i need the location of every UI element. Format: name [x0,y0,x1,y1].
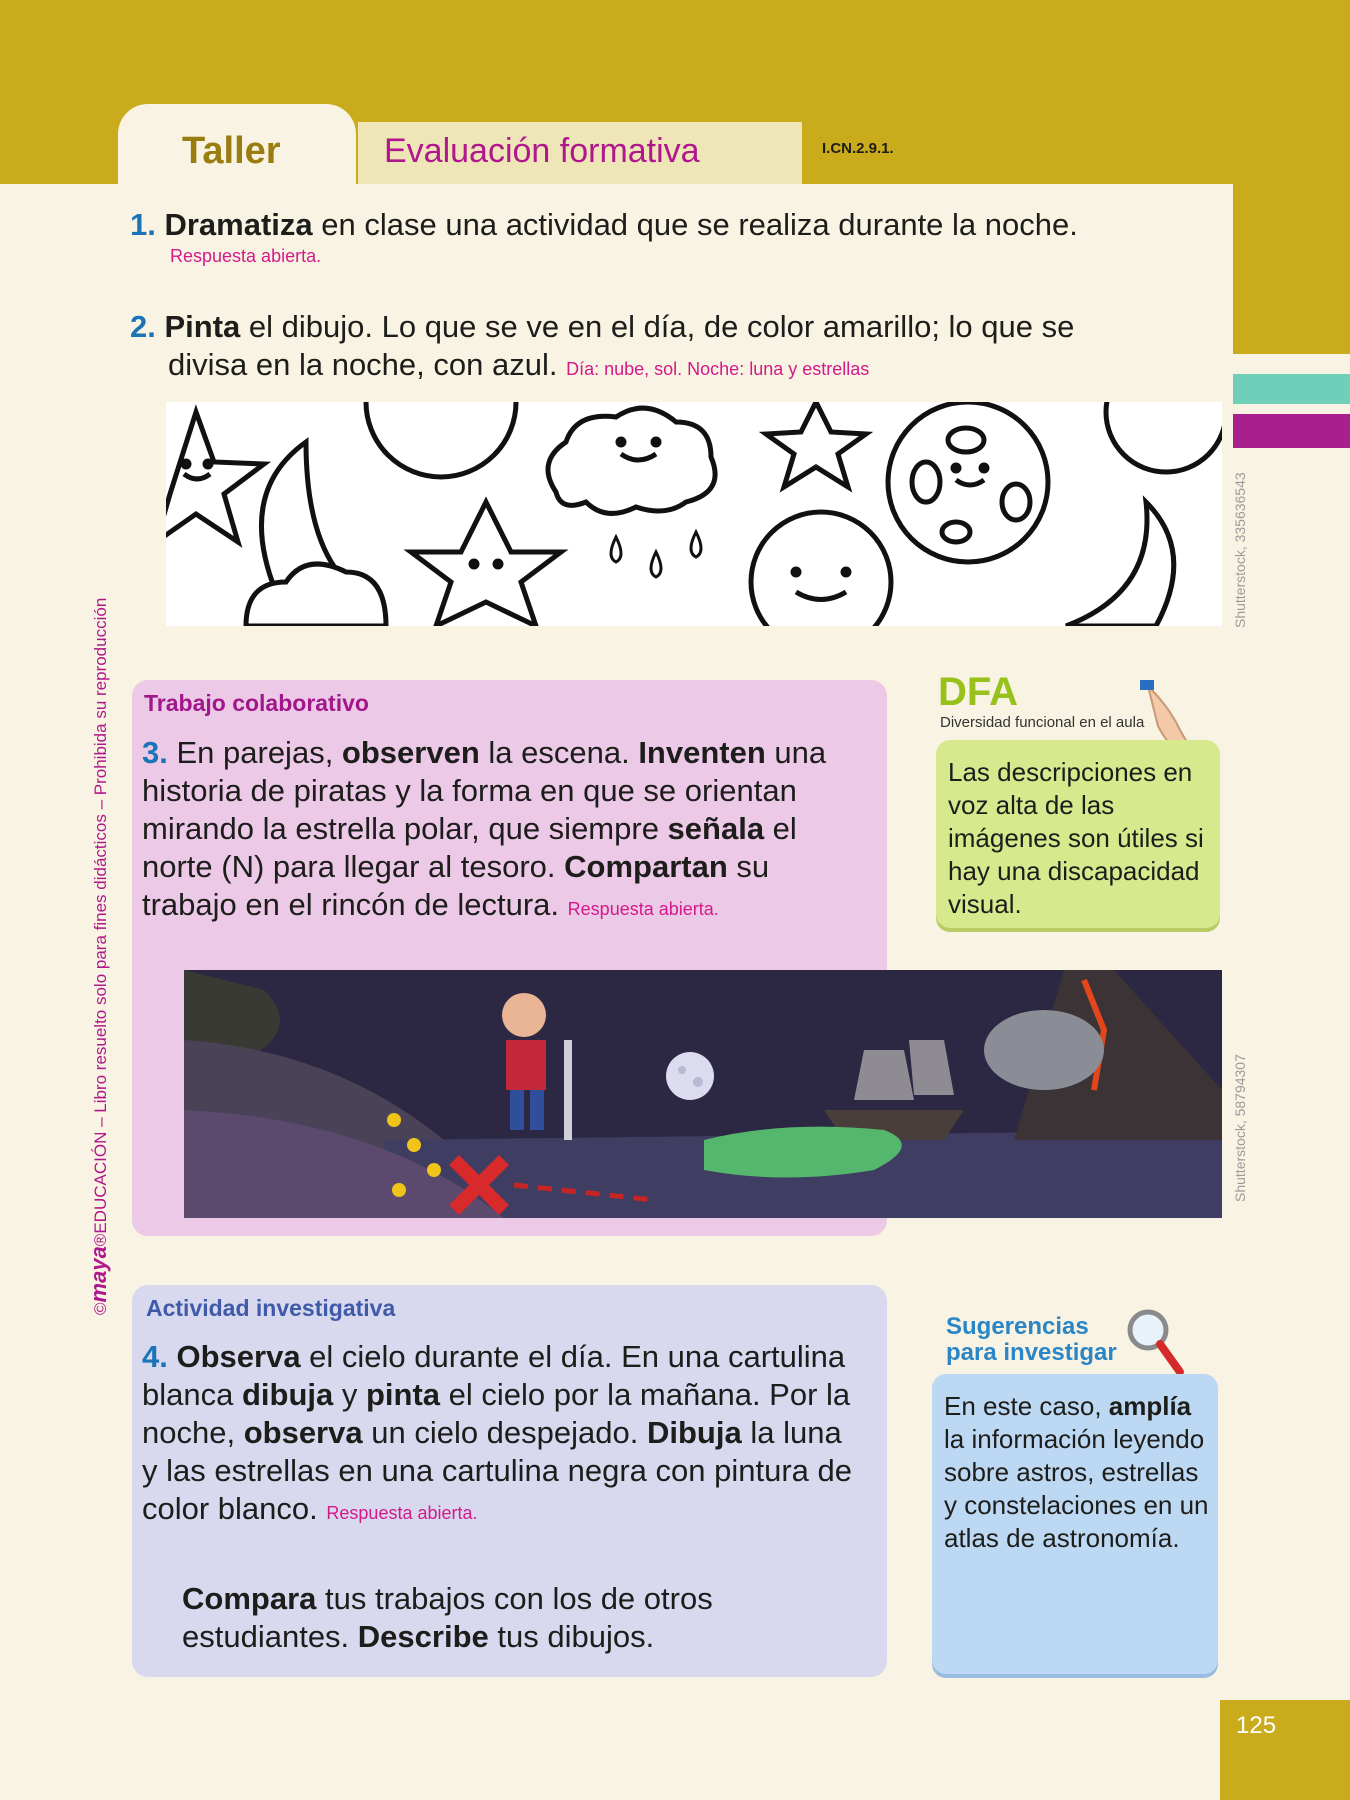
q4-verb-3: pinta [365,1377,441,1412]
moon-shape [666,1052,714,1100]
image-credit-2: Shutterstock, 58794307 [1232,1054,1248,1202]
question-verb: Pinta [164,309,241,344]
question-2 [130,308,1230,388]
question-text: el dibujo. Lo que se ve en el día, de color amarillo; lo que se [240,309,1075,344]
sun-shape [751,512,891,626]
image-credit-1: Shutterstock, 335636543 [1232,472,1248,628]
q4-text-4: un cielo despejado. [362,1415,647,1450]
curriculum-code: I.CN.2.9.1. [822,140,894,157]
coloring-drawing [166,402,1222,626]
dfa-subtitle: Diversidad funcional en el aula [940,714,1145,731]
q3-text-4: el norte (N) para llegar al tesoro. [142,811,797,884]
question-4-part-2 [182,1580,862,1656]
magenta-marker [1233,414,1350,448]
suggestions-title-line1: Sugerencias [946,1313,1089,1340]
question-number: 4. [142,1339,168,1374]
sun-shape [366,402,516,477]
answer-3: Respuesta abierta. [567,899,719,919]
question-text: en clase una actividad que se realiza durante la noche. [312,207,1078,242]
q4-text-1: el cielo durante el día. En una cartulina blanca [142,1339,846,1412]
question-4 [142,1338,862,1532]
q4-verb-1: Observa [176,1339,301,1374]
answer-4: Respuesta abierta. [326,1503,478,1523]
suggestions-body [944,1390,1212,1555]
q4-verb-4: observa [243,1415,363,1450]
answer-1: Respuesta abierta. [170,246,322,266]
teal-marker [1233,374,1350,404]
q4-text-2: y [333,1377,366,1412]
dfa-title: DFA [938,670,1018,714]
collaborative-title: Trabajo colaborativo [144,690,369,716]
evaluation-tab [358,122,802,184]
suggestions-verb: amplía [1108,1391,1192,1421]
pirate-shape [502,993,546,1037]
star-shape [766,402,866,487]
q4-verb-5: Dibuja [646,1415,742,1450]
question-number: 2. [130,309,156,344]
moon-shape [1066,502,1174,626]
q3-text-3: una historia de piratas y la forma en que se orientan mirando la estrella polar, que siempre [142,735,827,846]
right-margin-band [1233,184,1350,354]
q4-text-7: tus dibujos. [488,1619,655,1654]
pirate-scene-image [184,970,1222,1218]
q4-text-3: el cielo por la mañana. Por la noche, [142,1377,851,1450]
question-text-line2: divisa en la noche, con azul. [168,347,558,382]
copyright-text: EDUCACIÓN – Libro resuelto solo para fines didácticos – Prohibida su reproducción [91,597,110,1234]
dfa-box [936,740,1220,928]
q3-text-2: la escena. [479,735,639,770]
page-number: 125 [1236,1712,1277,1739]
suggestions-box [932,1374,1218,1674]
question-number: 3. [142,735,168,770]
taller-tab [118,104,356,186]
q3-text-1: En parejas, [176,735,342,770]
copyright-sidebar: ©maya®EDUCACIÓN – Libro resuelto solo para fines didácticos – Prohibida su reproducción [86,597,111,1315]
star-shape [166,412,264,542]
q4-verb-2: dibuja [241,1377,334,1412]
q4-text-6: tus trabajos con los de otros estudiantes. [182,1581,713,1654]
suggestions-text-1: En este caso, [944,1391,1109,1421]
q3-verb-2: Inventen [638,735,766,770]
suggestions-title-line2: para investigar [946,1339,1117,1366]
q4-verb-7: Describe [357,1619,489,1654]
magnifier-icon [1124,1306,1188,1378]
answer-2: Día: nube, sol. Noche: luna y estrellas [566,359,870,379]
sun-shape [1106,402,1222,472]
question-1 [130,206,1220,244]
suggestions-text-2: la información leyendo sobre astros, estrellas y constelaciones en un atlas de astronomía. [944,1424,1209,1553]
suggestions-title [946,1314,1117,1366]
q4-verb-6: Compara [182,1581,317,1616]
q4-text-5: la luna y las estrellas en una cartulina negra con pintura de color blanco. [142,1415,852,1526]
dfa-body: Las descripciones en voz alta de las imágenes son útiles si hay una discapacidad visual. [948,757,1204,919]
research-title: Actividad investigativa [146,1295,396,1321]
q3-verb-1: observen [341,735,480,770]
q3-verb-3: señala [667,811,765,846]
q3-verb-4: Compartan [564,849,728,884]
q3-text-5: su trabajo en el rincón de lectura. [142,849,770,922]
taller-label: Taller [182,130,281,172]
brand-logo: maya [86,1246,111,1303]
question-number: 1. [130,207,156,242]
star-shape [411,502,561,626]
crocodile-shape [704,1127,902,1178]
question-verb: Dramatiza [164,207,313,242]
question-3 [142,734,842,928]
evaluation-label: Evaluación formativa [384,132,700,170]
